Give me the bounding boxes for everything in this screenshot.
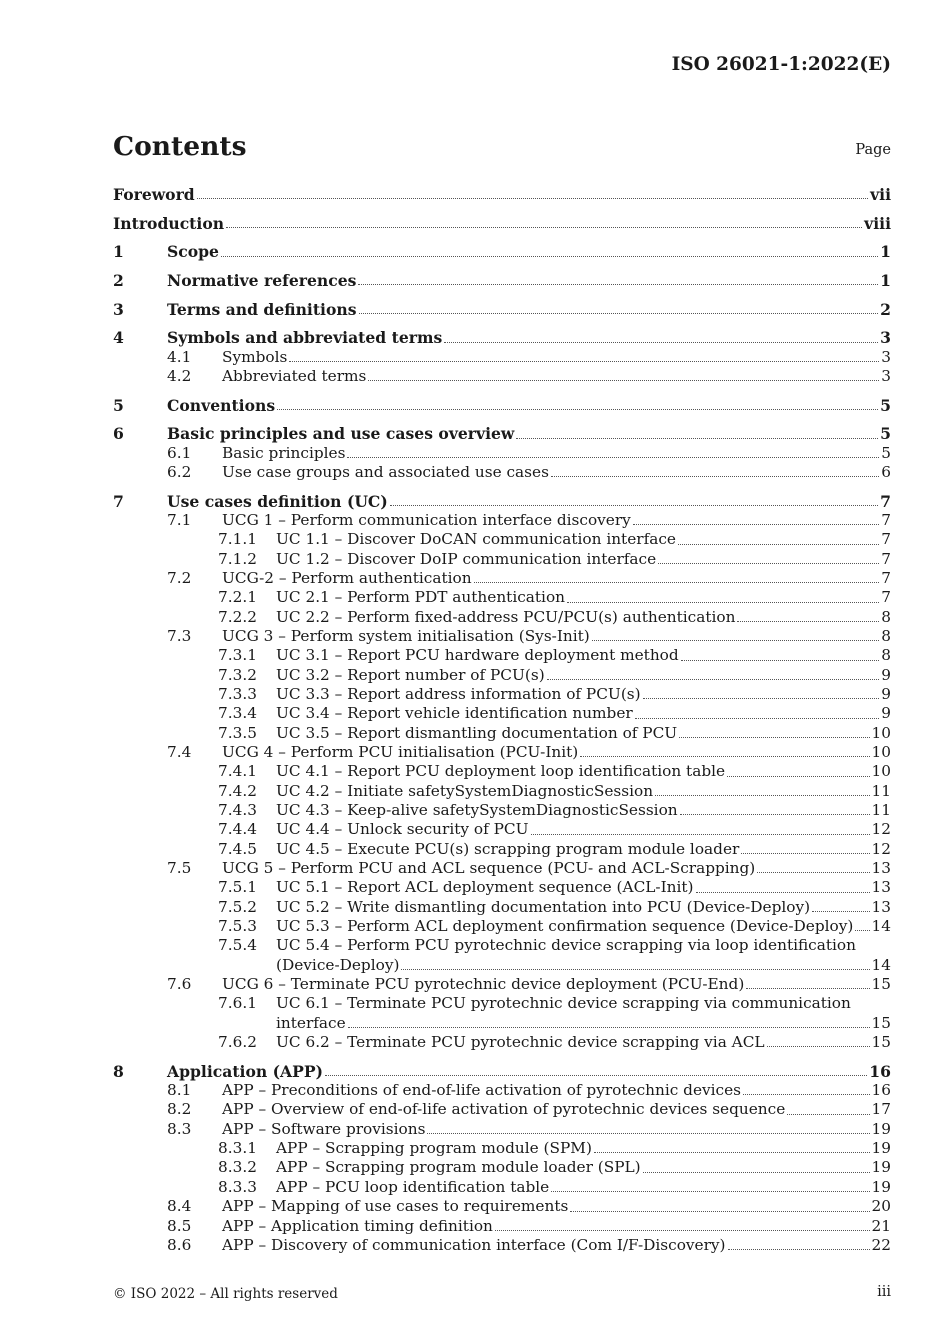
dot-leader [358, 284, 878, 285]
dot-leader [567, 602, 879, 603]
dot-leader [197, 198, 868, 199]
toc-entry-page: viii [864, 213, 891, 233]
dot-leader [277, 409, 878, 410]
toc-entry-page: 19 [871, 1177, 891, 1196]
toc-entry-page: 2 [880, 299, 891, 319]
toc-entry[interactable] [113, 511, 891, 530]
toc-entry-title: Basic principles [222, 443, 346, 462]
toc-entry[interactable] [113, 936, 891, 955]
toc-entry[interactable] [113, 424, 891, 443]
toc-entry-page: 6 [881, 462, 891, 481]
toc-entry-page: 16 [871, 1081, 891, 1100]
toc-entry-number: 7.4.5 [218, 839, 257, 858]
toc-entry[interactable] [113, 1081, 891, 1100]
toc-entry-page: 10 [871, 723, 891, 742]
toc-entry-number: 8.5 [167, 1216, 192, 1235]
table-of-contents [113, 185, 891, 1255]
toc-entry-page: 8 [881, 607, 891, 626]
toc-entry-number: 7.6.2 [218, 1033, 257, 1052]
toc-entry-number: 7.4.3 [218, 801, 257, 819]
toc-entry-number: 7.1 [167, 510, 192, 529]
dot-leader [855, 930, 869, 931]
toc-entry-title: Use case groups and associated use cases [222, 462, 549, 481]
toc-entry-page: 15 [871, 1013, 891, 1032]
toc-entry-page: 12 [871, 820, 891, 839]
toc-entry-page: 7 [881, 588, 891, 607]
toc-entry[interactable] [113, 550, 891, 569]
toc-entry-number: 8.1 [167, 1081, 192, 1100]
toc-entry-page: 20 [871, 1197, 891, 1216]
toc-entry[interactable] [113, 878, 891, 897]
dot-leader [547, 679, 880, 680]
dot-leader [474, 582, 880, 583]
toc-entry[interactable] [113, 530, 891, 549]
toc-entry[interactable] [113, 1033, 891, 1052]
toc-entry-title: APP – Application timing definition [222, 1216, 493, 1235]
dot-leader [594, 1152, 870, 1153]
toc-entry-page: 3 [880, 328, 891, 348]
dot-leader [812, 911, 869, 912]
dot-leader [635, 718, 880, 719]
toc-entry-title: UC 4.2 – Initiate safetySystemDiagnosticSession [276, 781, 654, 800]
toc-entry-number: 7.3.5 [218, 723, 257, 742]
toc-entry-title: UC 1.2 – Discover DoIP communication interface [276, 549, 657, 568]
toc-entry-page: 19 [871, 1139, 891, 1158]
toc-entry-title: Application (APP) [167, 1061, 323, 1081]
dot-leader [390, 505, 878, 506]
toc-entry-page: 19 [871, 1158, 891, 1177]
toc-entry-number: 8.3.2 [218, 1158, 257, 1177]
toc-entry[interactable] [113, 1062, 891, 1081]
toc-entry[interactable] [113, 646, 891, 665]
toc-entry-number: 7.3.3 [218, 684, 257, 703]
toc-entry-page: 8 [881, 646, 891, 665]
toc-entry-number: 7.3.4 [218, 704, 257, 723]
dot-leader [325, 1075, 867, 1076]
toc-entry-number: 6 [113, 424, 124, 444]
toc-entry-title: APP – Preconditions of end-of-life activation of pyrotechnic devices [222, 1081, 742, 1100]
toc-entry-page: 7 [881, 568, 891, 587]
toc-entry-title: UC 2.2 – Perform fixed-address PCU/PCU(s) authentication [276, 607, 736, 626]
toc-entry-title: UCG 4 – Perform PCU initialisation (PCU-Init) [222, 742, 579, 761]
toc-entry-number: 7.2.2 [218, 607, 257, 626]
toc-entry-number: 5 [113, 395, 124, 415]
toc-entry[interactable] [113, 820, 891, 839]
toc-entry[interactable] [113, 859, 891, 878]
dot-leader [580, 756, 869, 757]
toc-entry-number: 7.1.1 [218, 530, 257, 549]
toc-entry-number: 6.1 [167, 443, 192, 462]
toc-entry-page: 1 [880, 270, 891, 290]
dot-leader [570, 1211, 869, 1212]
toc-entry-title: Normative references [167, 270, 357, 290]
toc-entry[interactable] [113, 762, 891, 781]
toc-entry-title-continued: interface [276, 1013, 346, 1032]
toc-entry-title: UCG 1 – Perform communication interface discovery [222, 510, 631, 529]
toc-entry-title: Conventions [167, 395, 276, 415]
dot-leader [592, 640, 880, 641]
toc-entry-number: 7.5.4 [218, 936, 257, 955]
toc-entry-title: UC 4.5 – Execute PCU(s) scrapping program module loader [276, 839, 740, 858]
toc-entry-number: 8.3.1 [218, 1139, 257, 1158]
toc-entry[interactable] [113, 1217, 891, 1236]
toc-entry-page: 13 [871, 897, 891, 916]
toc-entry-number: 8.2 [167, 1100, 192, 1119]
toc-entry-number: 7.2.1 [218, 588, 257, 607]
toc-entry-title: UC 5.4 – Perform PCU pyrotechnic device scrapping via loop identification [276, 936, 856, 955]
toc-entry[interactable] [113, 348, 891, 367]
toc-entry[interactable] [113, 1100, 891, 1119]
toc-entry-page: 14 [871, 917, 891, 936]
toc-entry-title: APP – Scrapping program module loader (SPL) [276, 1158, 641, 1177]
dot-leader [347, 457, 879, 458]
dot-leader [401, 969, 869, 970]
toc-entry-title: Use cases definition (UC) [167, 491, 388, 511]
toc-entry-number: 7 [113, 491, 124, 511]
toc-entry[interactable] [113, 328, 891, 347]
toc-entry-number: 8.4 [167, 1197, 192, 1216]
toc-entry-number: 7.3.1 [218, 646, 257, 665]
toc-entry[interactable] [113, 396, 891, 415]
toc-entry-number: 4.1 [167, 347, 192, 366]
toc-entry-title: Terms and definitions [167, 299, 357, 319]
page-number: iii [877, 1284, 891, 1300]
toc-entry[interactable] [113, 608, 891, 627]
toc-entry[interactable] [113, 685, 891, 704]
toc-entry-page: 21 [871, 1216, 891, 1235]
toc-entry-page: 13 [871, 859, 891, 878]
toc-entry-title: UC 3.3 – Report address information of PCU(s) [276, 684, 641, 703]
dot-leader [226, 227, 862, 228]
toc-entry-title: APP – PCU loop identification table [276, 1177, 550, 1196]
dot-leader [427, 1133, 869, 1134]
toc-entry[interactable] [113, 840, 891, 859]
toc-entry-page: 12 [871, 839, 891, 858]
toc-entry-number: 7.5.2 [218, 897, 257, 916]
dot-leader [444, 342, 878, 343]
toc-entry-page: 16 [869, 1061, 891, 1081]
toc-entry-page: 10 [871, 742, 891, 761]
toc-entry-number: 4.2 [167, 366, 192, 385]
dot-leader [680, 814, 870, 815]
dot-leader [551, 476, 879, 477]
dot-leader [678, 544, 879, 545]
toc-entry-page: 5 [880, 395, 891, 415]
toc-entry[interactable] [113, 801, 891, 820]
toc-entry-number: 7.3.2 [218, 665, 257, 684]
dot-leader [727, 776, 869, 777]
toc-entry-page: 9 [881, 704, 891, 723]
toc-entry-page: 19 [871, 1119, 891, 1138]
toc-entry[interactable] [113, 492, 891, 511]
toc-entry-number: 8.6 [167, 1235, 192, 1254]
toc-entry-title: UCG-2 – Perform authentication [222, 568, 472, 587]
toc-entry-title: UC 4.1 – Report PCU deployment loop identification table [276, 762, 726, 781]
toc-entry-number: 8 [113, 1061, 124, 1081]
toc-entry-number: 7.4 [167, 742, 192, 761]
toc-entry-page: 11 [871, 801, 891, 819]
toc-entry-title: Basic principles and use cases overview [167, 424, 515, 444]
toc-entry-number: 4 [113, 328, 124, 348]
toc-entry-title: UC 2.1 – Perform PDT authentication [276, 588, 566, 607]
toc-entry-title-continued: (Device-Deploy) [276, 955, 400, 974]
toc-entry-page: 7 [881, 530, 891, 549]
toc-entry[interactable] [113, 1178, 891, 1197]
toc-entry[interactable] [113, 300, 891, 319]
toc-entry-number: 7.5.3 [218, 917, 257, 936]
toc-entry-number: 7.4.4 [218, 820, 257, 839]
toc-entry-title: UC 3.2 – Report number of PCU(s) [276, 665, 545, 684]
toc-entry[interactable] [113, 271, 891, 290]
toc-entry[interactable] [113, 627, 891, 646]
toc-entry[interactable] [113, 704, 891, 723]
toc-entry-number: 8.3.3 [218, 1177, 257, 1196]
toc-entry-title: APP – Discovery of communication interface (Com I/F-Discovery) [222, 1235, 726, 1254]
toc-entry-page: 3 [881, 347, 891, 366]
toc-entry[interactable] [113, 185, 891, 204]
toc-entry-title: UC 1.1 – Discover DoCAN communication interface [276, 530, 676, 549]
toc-entry[interactable] [113, 898, 891, 917]
toc-entry-number: 7.5.1 [218, 878, 257, 897]
toc-entry-page: 7 [881, 510, 891, 529]
toc-entry-page: 7 [880, 491, 891, 511]
dot-leader [221, 256, 878, 257]
toc-entry-title: APP – Software provisions [222, 1119, 426, 1138]
toc-entry[interactable] [113, 444, 891, 463]
toc-entry-page: vii [870, 185, 891, 204]
toc-entry-page: 15 [871, 975, 891, 994]
toc-entry-number: 7.4.1 [218, 762, 257, 781]
dot-leader [359, 313, 879, 314]
toc-entry[interactable] [113, 724, 891, 743]
toc-entry[interactable] [113, 588, 891, 607]
toc-entry-page: 3 [881, 366, 891, 385]
toc-entry-page: 22 [871, 1235, 891, 1254]
toc-entry-title: Foreword [113, 185, 195, 204]
toc-entry-title: APP – Overview of end-of-life activation of pyrotechnic devices sequence [222, 1100, 786, 1119]
dot-leader [516, 438, 878, 439]
toc-entry[interactable] [113, 463, 891, 482]
toc-entry-page: 13 [871, 878, 891, 897]
toc-entry-title: UC 5.2 – Write dismantling documentation into PCU (Device-Deploy) [276, 897, 811, 916]
toc-entry[interactable] [113, 782, 891, 801]
toc-entry[interactable] [113, 743, 891, 762]
copyright-notice: © ISO 2022 – All rights reserved [113, 1286, 338, 1302]
dot-leader [787, 1114, 869, 1115]
dot-leader [643, 1172, 870, 1173]
toc-entry-page: 8 [881, 626, 891, 645]
toc-entry[interactable] [113, 1236, 891, 1255]
page-title: Contents [113, 131, 247, 162]
dot-leader [757, 872, 869, 873]
document-id: ISO 26021-1:2022(E) [671, 54, 891, 75]
dot-leader [655, 795, 869, 796]
dot-leader [741, 853, 869, 854]
toc-entry-page: 5 [880, 424, 891, 444]
toc-entry-number: 6.2 [167, 462, 192, 481]
toc-entry-number: 1 [113, 242, 124, 262]
dot-leader [289, 361, 879, 362]
toc-entry-page: 14 [871, 955, 891, 974]
dot-leader [767, 1046, 870, 1047]
toc-entry[interactable] [113, 367, 891, 386]
toc-entry-continuation[interactable] [113, 956, 891, 975]
dot-leader [746, 988, 869, 989]
toc-entry-number: 7.5 [167, 859, 192, 878]
toc-entry-title: UC 6.1 – Terminate PCU pyrotechnic device scrapping via communication [276, 994, 851, 1013]
toc-entry[interactable] [113, 569, 891, 588]
toc-entry-title: UC 4.3 – Keep-alive safetySystemDiagnosticSession [276, 801, 678, 819]
toc-entry-title: UCG 6 – Terminate PCU pyrotechnic device deployment (PCU-End) [222, 975, 745, 994]
dot-leader [368, 380, 879, 381]
toc-entry-title: Symbols and abbreviated terms [167, 328, 443, 348]
toc-entry-title: UC 3.5 – Report dismantling documentation of PCU [276, 723, 678, 742]
toc-entry-number: 7.3 [167, 626, 192, 645]
toc-entry-number: 7.1.2 [218, 549, 257, 568]
toc-entry[interactable] [113, 994, 891, 1013]
toc-entry-continuation[interactable] [113, 1014, 891, 1033]
dot-leader [551, 1191, 869, 1192]
toc-entry-title: UC 3.4 – Report vehicle identification number [276, 704, 633, 723]
toc-entry[interactable] [113, 214, 891, 233]
toc-entry[interactable] [113, 1158, 891, 1177]
toc-entry[interactable] [113, 917, 891, 936]
toc-entry-title: UC 5.3 – Perform ACL deployment confirmation sequence (Device-Deploy) [276, 917, 854, 936]
toc-entry-title: Introduction [113, 213, 225, 233]
toc-entry-title: UCG 3 – Perform system initialisation (Sys-Init) [222, 626, 590, 645]
toc-entry-title: APP – Mapping of use cases to requirements [222, 1197, 569, 1216]
toc-entry[interactable] [113, 1120, 891, 1139]
dot-leader [633, 524, 879, 525]
toc-entry-page: 11 [871, 781, 891, 800]
toc-entry-number: 7.6 [167, 975, 192, 994]
toc-entry-title: UC 4.4 – Unlock security of PCU [276, 820, 529, 839]
toc-entry-page: 1 [880, 242, 891, 262]
toc-entry-title: UC 5.1 – Report ACL deployment sequence (ACL-Init) [276, 878, 694, 897]
toc-entry-number: 7.4.2 [218, 781, 257, 800]
dot-leader [743, 1094, 870, 1095]
toc-entry-title: UCG 5 – Perform PCU and ACL sequence (PCU- and ACL-Scrapping) [222, 859, 756, 878]
dot-leader [531, 834, 870, 835]
toc-entry-title: Abbreviated terms [222, 366, 367, 385]
toc-entry[interactable] [113, 666, 891, 685]
dot-leader [679, 737, 869, 738]
dot-leader [696, 892, 870, 893]
toc-entry-number: 3 [113, 299, 124, 319]
toc-entry-page: 9 [881, 665, 891, 684]
toc-entry-number: 2 [113, 270, 124, 290]
toc-entry-title: APP – Scrapping program module (SPM) [276, 1139, 592, 1158]
toc-entry-number: 7.2 [167, 568, 192, 587]
toc-entry-page: 7 [881, 549, 891, 568]
dot-leader [495, 1230, 870, 1231]
dot-leader [658, 563, 879, 564]
toc-entry-page: 10 [871, 762, 891, 781]
toc-entry-page: 17 [871, 1100, 891, 1119]
toc-entry-title: UC 6.2 – Terminate PCU pyrotechnic device scrapping via ACL [276, 1033, 765, 1052]
toc-entry-number: 8.3 [167, 1119, 192, 1138]
toc-entry-page: 5 [881, 443, 891, 462]
page-column-label: Page [855, 142, 891, 158]
dot-leader [348, 1027, 870, 1028]
toc-entry-number: 7.6.1 [218, 994, 257, 1013]
toc-entry-title: Symbols [222, 347, 288, 366]
toc-entry-page: 15 [871, 1033, 891, 1052]
toc-entry[interactable] [113, 242, 891, 261]
toc-entry-title: Scope [167, 242, 219, 262]
dot-leader [737, 621, 879, 622]
toc-entry[interactable] [113, 1197, 891, 1216]
toc-entry-page: 9 [881, 684, 891, 703]
toc-entry[interactable] [113, 1139, 891, 1158]
dot-leader [728, 1249, 870, 1250]
toc-entry[interactable] [113, 975, 891, 994]
dot-leader [643, 698, 880, 699]
toc-entry-title: UC 3.1 – Report PCU hardware deployment method [276, 646, 679, 665]
dot-leader [681, 660, 880, 661]
